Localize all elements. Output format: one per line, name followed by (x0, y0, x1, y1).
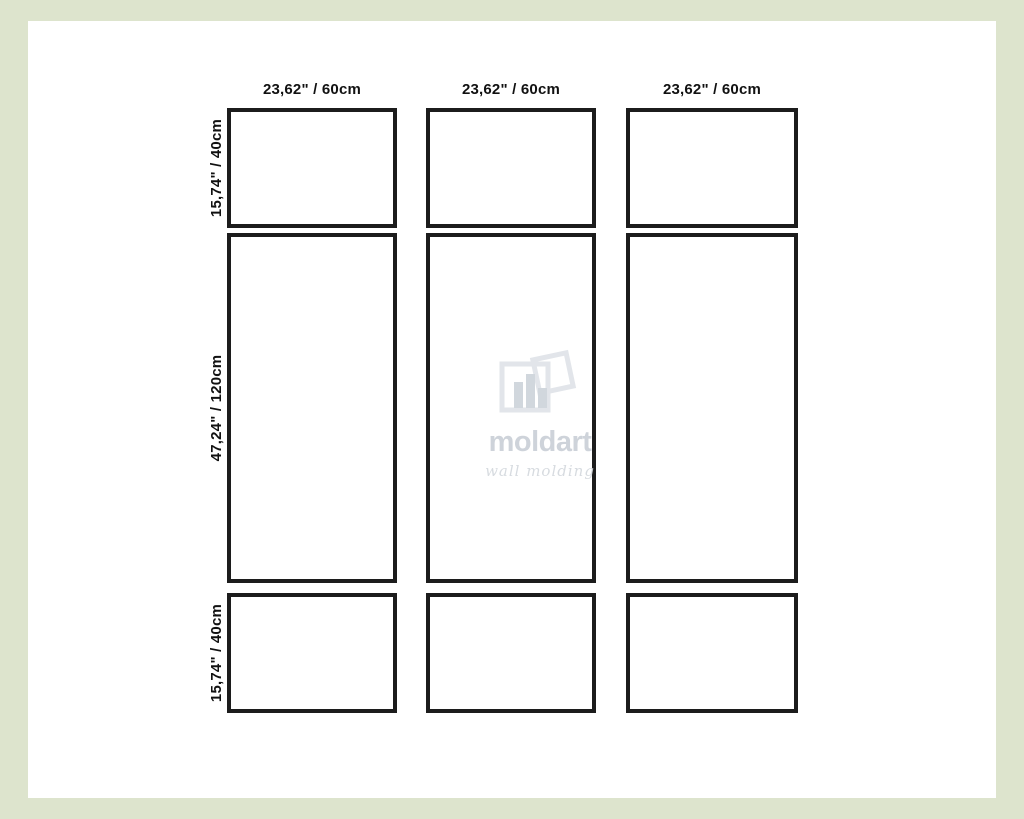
molding-panel (626, 233, 798, 583)
molding-panel (426, 233, 596, 583)
column-label-2: 23,62" / 60cm (461, 81, 561, 98)
brand-name: moldart (488, 426, 592, 458)
molding-panel (626, 108, 798, 228)
molding-panel (626, 593, 798, 713)
molding-panel (227, 108, 397, 228)
molding-panel (426, 593, 596, 713)
column-label-1: 23,62" / 60cm (262, 81, 362, 98)
molding-panel (426, 108, 596, 228)
drawing-canvas (28, 21, 996, 798)
row-label-bottom: 15,74" / 40cm (208, 603, 225, 703)
column-label-3: 23,62" / 60cm (662, 81, 762, 98)
molding-panel (227, 593, 397, 713)
row-label-top: 15,74" / 40cm (208, 118, 225, 218)
wall-molding-diagram (28, 21, 996, 798)
molding-panel (227, 233, 397, 583)
row-label-middle: 47,24" / 120cm (208, 354, 225, 462)
brand-tagline: wall molding (485, 462, 595, 480)
